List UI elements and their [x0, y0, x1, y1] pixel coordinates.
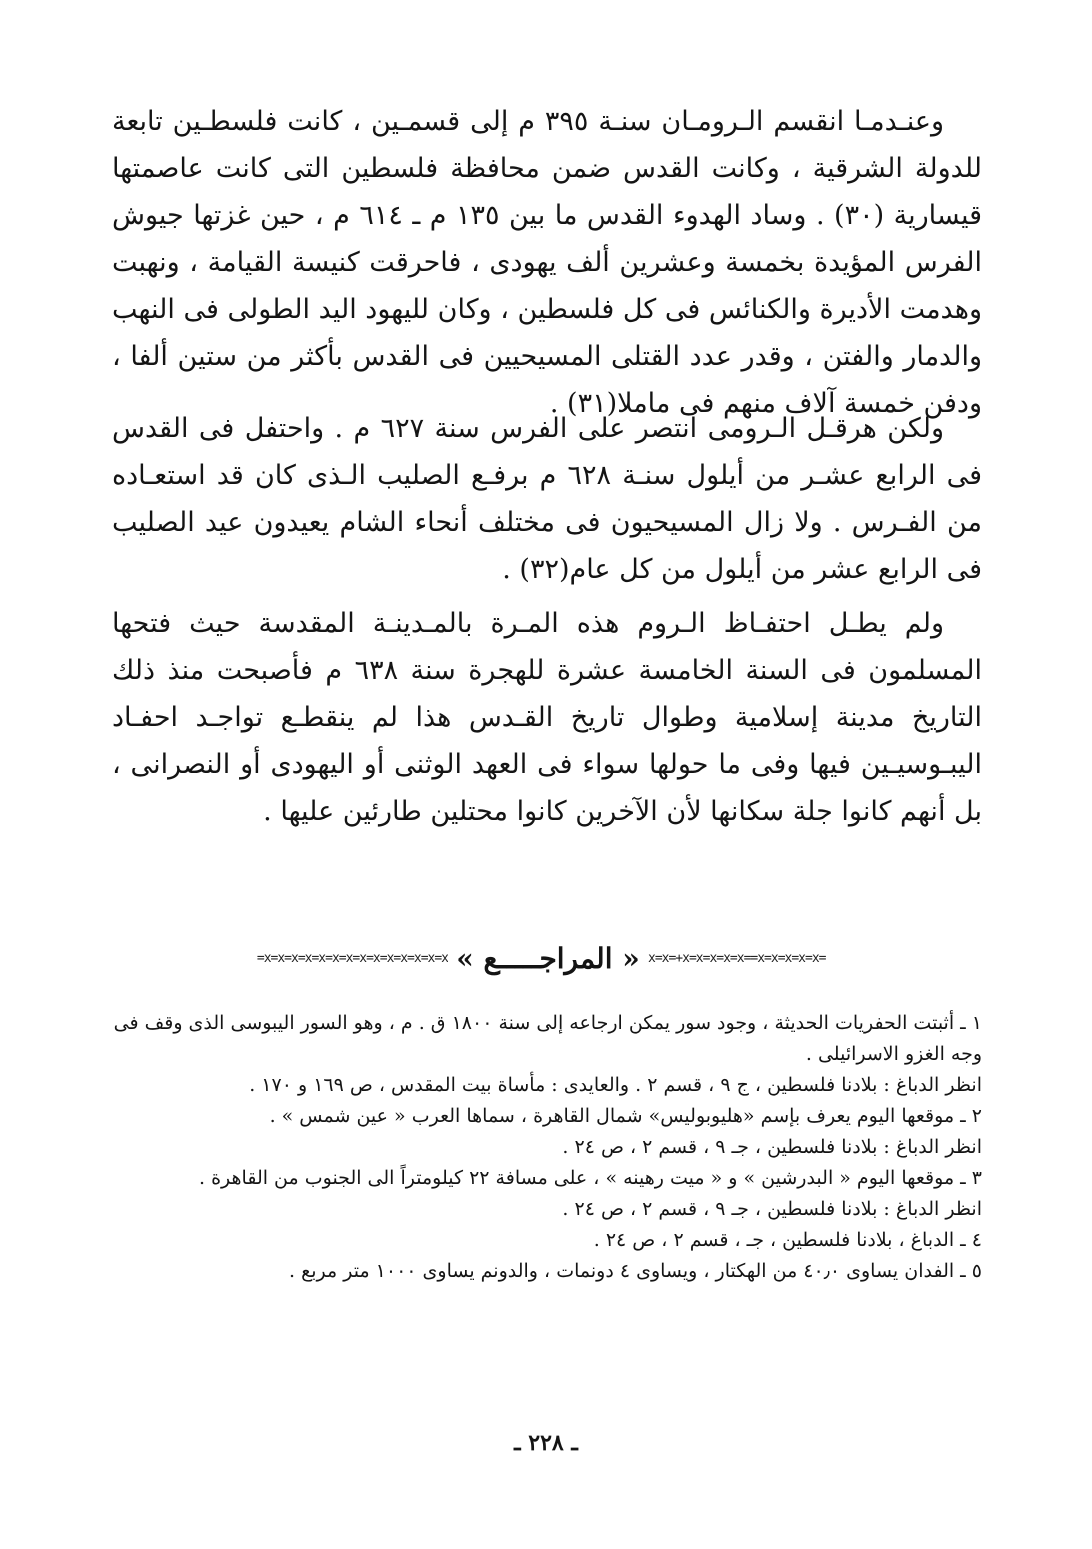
references-heading [118, 938, 978, 978]
reference-item: انظر الدباغ : بلادنا فلسطين ، جـ ٩ ، قسم ٢ ، ص ٢٤ . [562, 1198, 982, 1220]
references-list [112, 1008, 982, 1287]
reference-item: انظر الدباغ : بلادنا فلسطين ، جـ ٩ ، قسم ٢ ، ص ٢٤ . [562, 1136, 982, 1158]
paragraph-text: ولكن هرقـل الـرومى انتصر على الفرس سنة ٦٢٧ م . واحتفل فى القدس فى الرابع عشـر من أيلول سنـة ٦٢٨ م برفـع الصليب الـذى كان قد استعـاده من الفـرس . ولا زال المسيحيون فى مختلف أنحاء الشام يعيدون عيد الصليب فى الرابع عشر من أيلول من كل عام(٣٢) . [112, 413, 982, 585]
reference-item: ٢ ـ موقعها اليوم يعرف بإسم «هليوبوليس» شمال القاهرة ، سماها العرب « عين شمس » . [269, 1105, 982, 1127]
reference-item: ٥ ـ الفدان يساوى ٤٠٫٠ من الهكتار ، ويساوى ٤ دونمات ، والدونم يساوى ١٠٠٠ متر مربع . [289, 1260, 982, 1282]
paragraph-roman-division [112, 98, 982, 427]
reference-item: انظر الدباغ : بلادنا فلسطين ، ج ٩ ، قسم ٢ . والعايدى : مأساة بيت المقدس ، ص ١٦٩ و ١٧٠ . [249, 1074, 982, 1096]
paragraph-muslim-conquest [112, 600, 982, 835]
reference-item: ٤ ـ الدباغ ، بلادنا فلسطين ، جـ ، قسم ٢ ، ص ٢٤ . [593, 1229, 982, 1251]
paragraph-heraclius [112, 405, 982, 593]
decorative-rule-right: =x=x=+x=x=x=x=x==x=x=x=x=x [648, 950, 826, 966]
paragraph-text: ولم يطـل احتفـاظ الـروم هذه المـرة بالمـدينـة المقدسة حيث فتحها المسلمون فى السنة الخامسة عشرة للهجرة سنة ٦٣٨ م فأصبحت منذ ذلك التاريخ مدينة إسلامية وطوال تاريخ القـدس هذا لم ينقطـع تواجـد احفـاد اليبـوسيـين فيها وفى ما حولها سواء فى العهد الوثنى أو اليهودى أو النصرانى ، بل أنهم كانوا جلة سكانها لأن الآخرين كانوا محتلين طارئين عليها . [112, 608, 982, 827]
reference-item: ١ ـ أثبتت الحفريات الحديثة ، وجود سور يمكن ارجاعه إلى سنة ١٨٠٠ ق . م ، وهو السور اليبوسى الذى وقف فى وجه الغزو الاسرائيلى . [113, 1012, 982, 1065]
decorative-rule-left: x=x=x=x=x=x=x=x=x=x=x=x=x=x= [256, 950, 449, 966]
reference-item: ٣ ـ موقعها اليوم « البدرشين » و « ميت رهينه » ، على مسافة ٢٢ كيلومتراً الى الجنوب من القاهرة . [199, 1167, 982, 1189]
page-number: ـ ٢٢٨ ـ [514, 1430, 578, 1456]
paragraph-text: وعنـدمـا انقسم الـرومـان سنـة ٣٩٥ م إلى قسمـين ، كانت فلسطـين تابعة للدولة الشرقية ، وكانت القدس ضمن محافظة فلسطين التى كانت عاصمتها قيسارية (٣٠) . وساد الهدوء القدس ما بين ١٣٥ م ـ ٦١٤ م ، حين غزتها جيوش الفرس المؤيدة بخمسة وعشرين ألف يهودى ، فاحرقت كنيسة القيامة ، ونهبت وهدمت الأديرة والكنائس فى كل فلسطين ، وكان لليهود اليد الطولى فى النهب والدمار والفتن ، وقدر عدد القتلى المسيحيين فى القدس بأكثر من ستين ألفا ، ودفن خمسة آلاف منهم فى ماملا(٣١) . [112, 106, 983, 419]
references-title: « المراجـــــع » [456, 941, 640, 975]
